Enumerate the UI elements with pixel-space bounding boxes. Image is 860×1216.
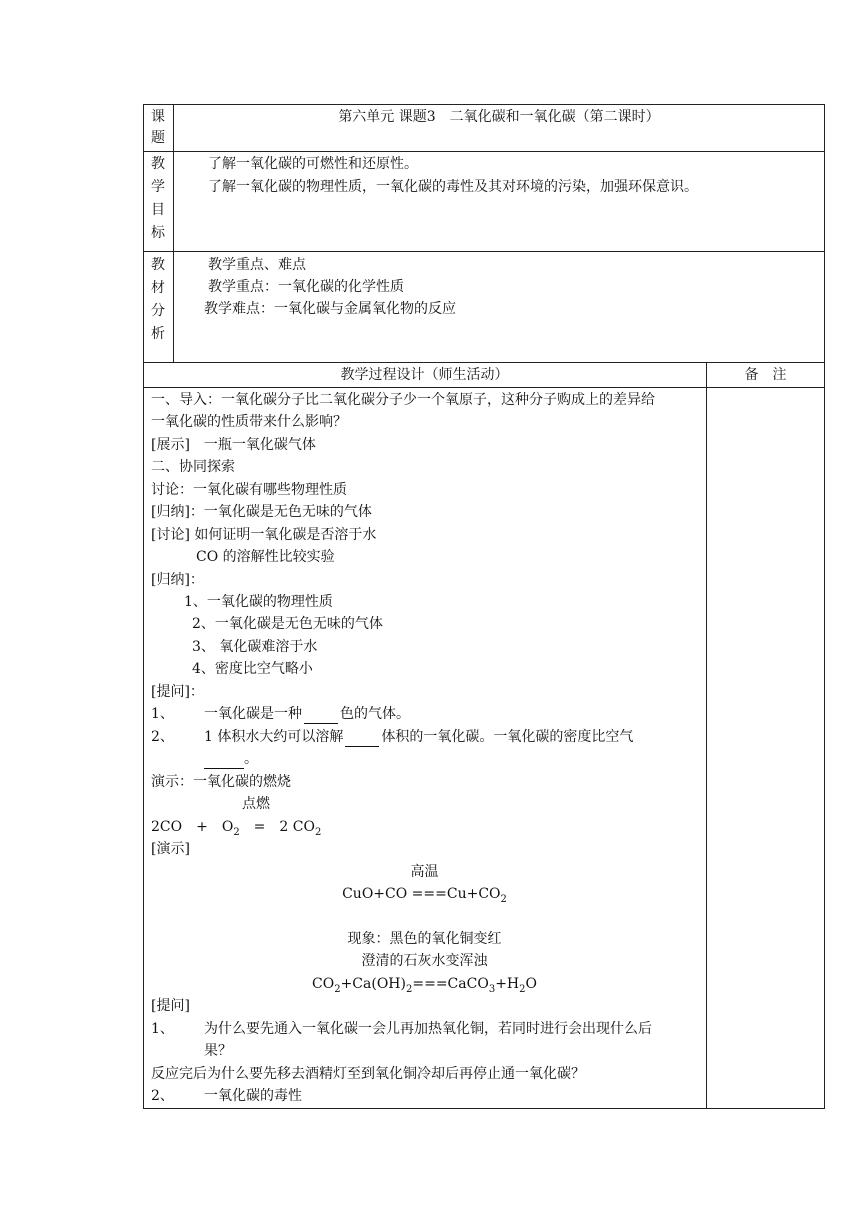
objectives-label-char: 标	[151, 225, 165, 241]
objectives-label-char: 目	[151, 202, 165, 218]
fill-blank	[304, 709, 338, 724]
question-text-pre: 一氧化碳是一种	[204, 706, 302, 722]
equation-part: +H	[495, 976, 520, 992]
equation-part: CO	[312, 976, 335, 992]
demo-line: [演示]	[151, 841, 190, 857]
notes-column-divider	[706, 362, 707, 1109]
question-number: 1、	[151, 706, 174, 722]
equation-subscript: 2	[314, 826, 322, 838]
fill-blank	[345, 732, 379, 747]
question-end-mark: 。	[244, 751, 258, 767]
fill-blank	[204, 754, 244, 769]
equation-subscript: 2	[405, 983, 413, 995]
row-divider	[143, 151, 825, 152]
question-text-post: 色的气体。	[340, 706, 410, 722]
objective-line: 了解一氧化碳的物理性质，一氧化碳的毒性及其对环境的污染，加强环保意识。	[208, 179, 698, 195]
question-text	[204, 704, 410, 724]
question-text	[204, 727, 633, 747]
question-text: 为什么要先通入一氧化碳一会儿再加热氧化铜，若同时进行会出现什么后	[204, 1021, 652, 1037]
equation-reduction	[143, 884, 706, 910]
objective-line: 了解一氧化碳的可燃性和还原性。	[208, 156, 418, 172]
discuss-line: [讨论] 如何证明一氧化碳是否溶于水	[151, 527, 377, 543]
equation-part: CuO+CO ===Cu+CO	[342, 886, 501, 902]
analysis-label-char: 教	[151, 257, 165, 273]
question-heading: [提问]：	[151, 684, 204, 700]
equation-part: = 2 CO	[239, 819, 315, 835]
row-divider	[143, 251, 825, 252]
row-divider	[143, 387, 825, 388]
label-column-divider	[173, 151, 174, 362]
analysis-label-char: 析	[151, 326, 165, 342]
equation-subscript: 2	[519, 983, 526, 995]
demo-line: 演示：一氧化碳的燃烧	[151, 774, 291, 790]
equation-part: ===CaCO	[412, 976, 489, 992]
summary-item: 2、一氧化碳是无色无味的气体	[192, 616, 383, 632]
intro-line: 一氧化碳的性质带来什么影响？	[151, 414, 347, 430]
summary-item: 4、密度比空气略小	[192, 661, 313, 677]
question-number: 2、	[151, 1088, 174, 1104]
question-text: 反应完后为什么要先移去酒精灯至到氧化铜冷却后再停止通一氧化碳？	[151, 1066, 585, 1082]
question-text-continued: 果？	[204, 1043, 232, 1059]
equation-subscript: 2	[500, 893, 507, 905]
question-heading: [提问]	[151, 998, 190, 1014]
discuss-line: 讨论：一氧化碳有哪些物理性质	[151, 482, 347, 498]
objectives-label-char: 教	[151, 156, 165, 172]
question-text-continued	[204, 749, 258, 769]
phenomenon-line: 澄清的石灰水变浑浊	[361, 953, 488, 969]
row-divider	[143, 362, 825, 363]
reaction-condition: 高温	[410, 864, 439, 880]
reaction-condition: 点燃	[242, 796, 270, 812]
question-number: 1、	[151, 1021, 174, 1037]
equation-limewater	[143, 974, 706, 1000]
experiment-line: CO 的溶解性比较实验	[196, 549, 335, 565]
explore-heading: 二、协同探索	[151, 459, 235, 475]
analysis-line: 教学难点：一氧化碳与金属氧化物的反应	[204, 301, 456, 317]
question-text: 一氧化碳的毒性	[204, 1088, 302, 1104]
equation-subscript: 2	[334, 983, 341, 995]
analysis-line: 教学重点、难点	[208, 257, 306, 273]
summary-line: [归纳]：一氧化碳是无色无味的气体	[151, 504, 372, 520]
equation-subscript: 3	[488, 983, 496, 995]
summary-item: 1、一氧化碳的物理性质	[184, 594, 333, 610]
intro-line: 一、导入：一氧化碳分子比二氧化碳分子少一个氧原子，这种分子购成上的差异给	[151, 392, 655, 408]
equation-part: 2CO + O	[151, 819, 234, 835]
header-label-char: 题	[151, 130, 165, 146]
process-header: 教学过程设计（师生活动）	[340, 367, 509, 383]
summary-item: 3、 氧化碳难溶于水	[192, 639, 318, 655]
equation-part: O	[525, 976, 537, 992]
equation-subscript: 2	[233, 826, 240, 838]
equation-part: +Ca(OH)	[340, 976, 406, 992]
question-number: 2、	[151, 729, 174, 745]
analysis-line: 教学重点：一氧化碳的化学性质	[208, 279, 404, 295]
summary-line: [归纳]：	[151, 572, 204, 588]
objectives-label-char: 学	[151, 179, 165, 195]
phenomenon-line: 现象：黑色的氧化铜变红	[347, 931, 502, 947]
notes-header: 备 注	[744, 367, 787, 383]
question-text-pre: 1 体积水大约可以溶解	[204, 729, 344, 745]
show-line: [展示] 一瓶一氧化碳气体	[151, 437, 316, 453]
analysis-label-char: 分	[151, 303, 165, 319]
lesson-title: 第六单元 课题3 二氧化碳和一氧化碳（第二课时）	[338, 109, 660, 125]
question-text-post: 体积的一氧化碳。一氧化碳的密度比空气	[381, 729, 634, 745]
analysis-label-char: 材	[151, 280, 165, 296]
header-label-char: 课	[151, 109, 165, 125]
